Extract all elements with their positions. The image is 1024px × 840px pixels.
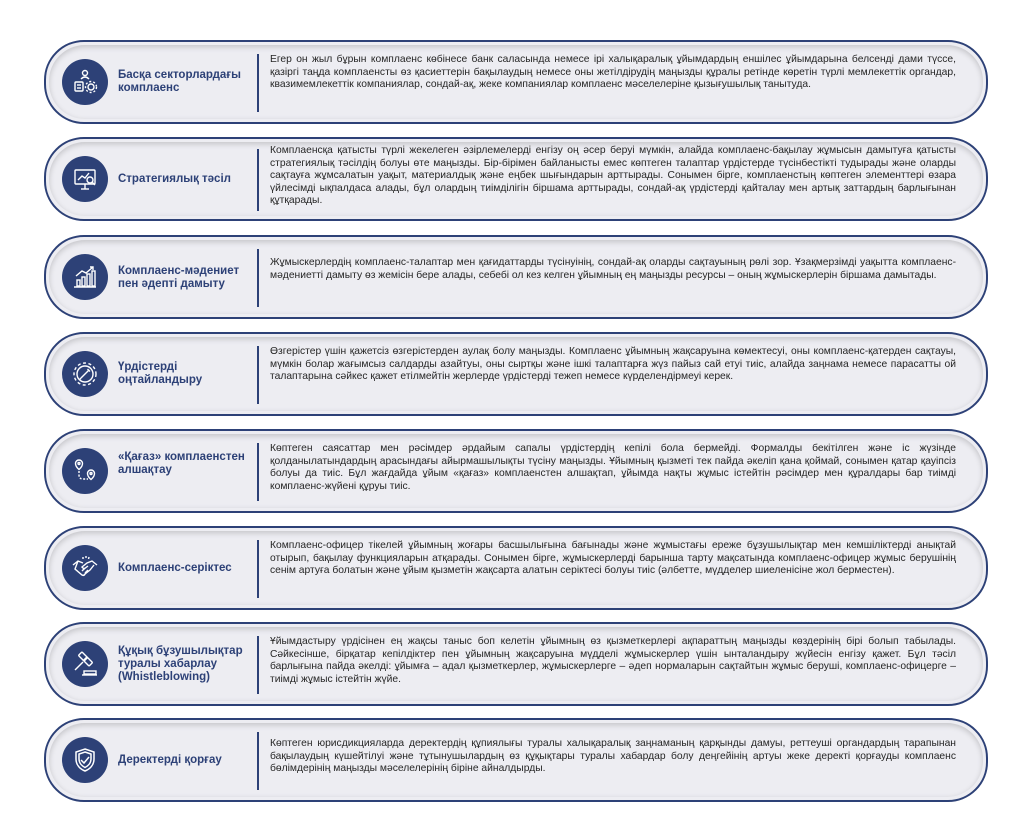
gear-pencil-icon — [62, 351, 108, 397]
item-description: Көптеген саясаттар мен рәсімдер әрдайым сапалы үрдістердің кепілі бола бермейді. Формалды бекітілген және іс жүзінде қолданылатындардың арасындағы айырмашылықты түсіну маңызды. Ұйымның қызметі тек пайда әкеліп қана қоймай, сонымен қатар қауіпсіз болуы да тиіс. Бұл жағдайда ұйым «қағаз» комплаенстен алшақтап, ұйымда нақты жұмыс істейтін рәсімдер мен құралдары бар тиімді комплаенс-жүйені құруы тиіс. — [270, 443, 956, 492]
divider — [257, 636, 259, 694]
item-title: Құқық бұзушылықтар туралы хабарлау (Whistleblowing) — [118, 645, 243, 683]
gavel-icon — [62, 641, 108, 687]
item-title: Стратегиялық тәсіл — [118, 173, 231, 185]
divider — [257, 346, 259, 404]
item-description: Ұйымдастыру үрдісінен ең жақсы таныс боп келетін ұйымның өз қызметкерлері ақпараттың маңызды көздерінің бірі болып табылады. Сәйкесінше, бірқатар кепілдіктер пен ұйымның жақсаруына мүдделі жұмыскерлер үшін ынталандыру жүйесін енгізу қажет. Бұл тәсіл барлығына пайда әкелді: ұйымға – адал қызметкерлер, жұмыскерлерге – әдеп нормаларын сақтайтын жұмыс беруші, комплаенс-офицерге – тиімді жұмыс істейтін жүйе. — [270, 636, 956, 685]
divider — [257, 149, 259, 211]
handshake-icon — [62, 545, 108, 591]
item-row-whistleblowing — [44, 622, 988, 706]
item-row-compliance-partner — [44, 526, 988, 610]
item-title: «Қағаз» комплаенстен алшақтау — [118, 451, 245, 476]
presentation-analysis-icon — [62, 156, 108, 202]
item-row-strategic-approach — [44, 137, 988, 221]
shield-check-icon — [62, 737, 108, 783]
item-description: Комплаенс-офицер тікелей ұйымның жоғары басшылығына бағынады және жұмыстағы ереже бұзушылықтар мен кемшіліктерді анықтай отырып, бақылау функцияларын атқарады. Сонымен бірге, жұмыскерлерді барынша тарту мақсатында комплаенс-офицер жұмыс берушінің сенім артуға болатын және ұйым қызметін жақсарта алатын серіктесі болуы тиіс (әлбетте, мүдделер шиеленісіне жол берместен). — [270, 540, 956, 577]
divider — [257, 732, 259, 790]
item-description: Комплаенсқа қатысты түрлі жекелеген әзірлемелерді енгізу оң әсер беруі мүмкін, алайда комплаенс-бақылау жұмысын дамытуға қатысты стратегиялық тәсілдің болуы өте маңызды. Бір-бірімен байланысты емес көптеген талаптар үрдістерде түсінбестікті тудырады және оларды сақтауға жұмсалатын уақыт, материалдық және еңбек шығындарын арттырады. Сонымен бірге, комплаенстың көптеген элементтері өзара үйлесімді ықпалдаса алады, бұл олардың тиімділігін біршама арттырады, сондай-ақ үрдістерді қайталау мен артық заттардың барлығынан құтқарады. — [270, 145, 956, 207]
item-row-culture-ethics — [44, 235, 988, 319]
item-description: Өзгерістер үшін қажетсіз өзгерістерден аулақ болу маңызды. Комплаенс ұйымның жақсаруына көмектесуі, оны комплаенс-қатерден сақтауы, мүмкін болар жағымсыз салдарды азайтуы, оны сыртқы және ішкі талаптарға жүз пайыз сай етуі тиіс, алайда заңнама немесе парасатты ой талаптарына сәйкес қажет етілмейтін жерлерде үрдістерді тежеп немесе күрделендірмеуі керек. — [270, 346, 956, 383]
item-row-data-protection — [44, 718, 988, 802]
divider — [257, 540, 259, 598]
item-title: Үрдістерді оңтайландыру — [118, 361, 203, 386]
item-row-process-optimization — [44, 332, 988, 416]
item-description: Көптеген юрисдикцияларда деректердің құпиялығы туралы халықаралық заңнаманың қарқынды дамуы, реттеуші органдардың тарапынан бақылаудың күшейтілуі және тұтынушылардың өз құқықтары туралы хабардар болу деңгейінің артуы жеке деректі қорғауды комплаенс бөлімдерінің маңызды мәселелерінің біріне айналдырды. — [270, 738, 956, 775]
item-description: Егер он жыл бұрын комплаенс көбінесе банк саласында немесе ірі халықаралық ұйымдардың еншілес ұйымдарына белсенді дами түссе, қазіргі таңда комплаенсты өз қасиеттерін бақылаудың немесе оны жетілдірудің маңызды құралы ретінде көретін түрлі мемлекеттік органдар, квазимемлекеттік компаниялар, сондай-ақ, жеке компаниялар комплаенс мәселелеріне қызығушылық танытуда. — [270, 54, 956, 91]
item-row-paper-compliance — [44, 429, 988, 513]
divider — [257, 249, 259, 307]
item-title: Комплаенс-серіктес — [118, 562, 232, 574]
item-title: Басқа секторлардағы комплаенс — [118, 69, 241, 94]
org-settings-icon — [62, 59, 108, 105]
item-title: Деректерді қорғау — [118, 754, 222, 766]
divider — [257, 443, 259, 501]
growth-chart-icon — [62, 254, 108, 300]
item-description: Жұмыскерлердің комплаенс-талаптар мен қағидаттарды түсінуінің, сондай-ақ оларды сақтауының рөлі зор. Ұзақмерзімді уақытта комплаенс-мәдениетті дамыту өз жемісін бере алады, себебі ол кез келген ұйымның ең маңызды ресурсы – оның жұмыскерлерін біршама дамытады. — [270, 257, 956, 281]
item-title: Комплаенс-мәдениет пен әдепті дамыту — [118, 265, 240, 290]
divider — [257, 54, 259, 112]
item-row-other-sectors — [44, 40, 988, 124]
route-pins-icon — [62, 448, 108, 494]
